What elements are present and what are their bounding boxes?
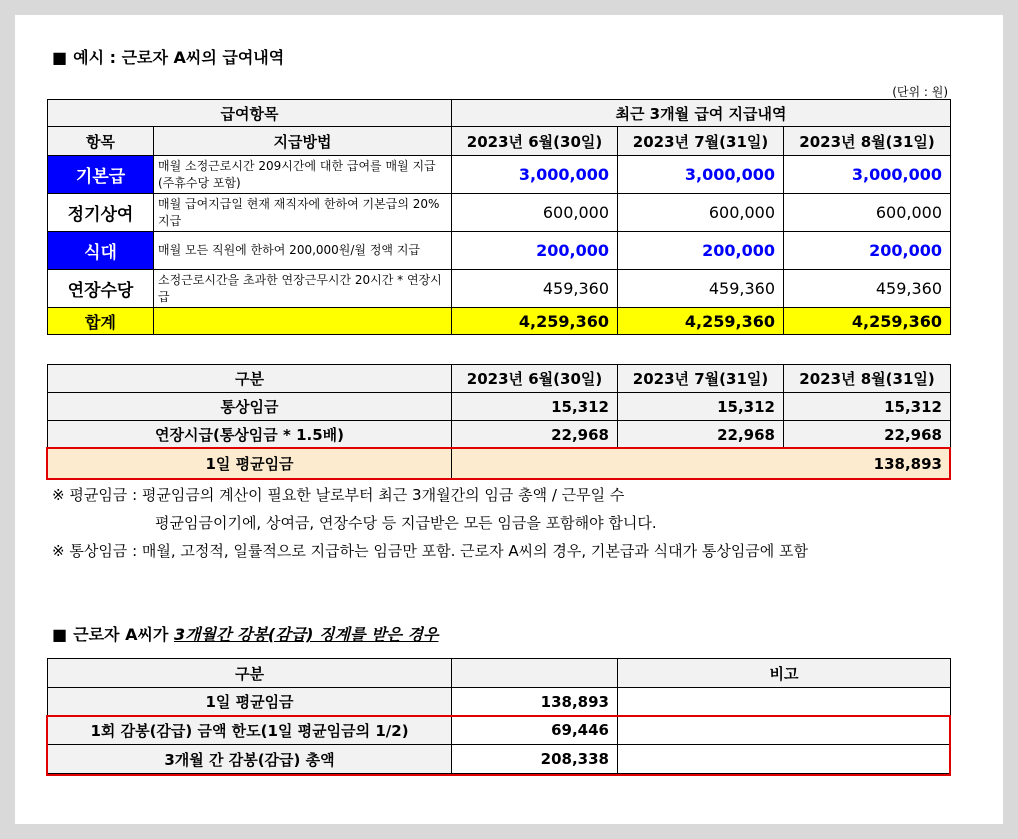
row-label: 3개월 간 감봉(감급) 총액 xyxy=(48,745,452,774)
section3-title-emphasis: 3개월간 강봉(감급) 징계를 받은 경우 xyxy=(173,625,439,644)
value-cell: 459,360 xyxy=(452,270,618,308)
row-label: 1일 평균임금 xyxy=(48,688,452,716)
salary-table-group-header xyxy=(48,100,951,127)
col-category-header: 구분 xyxy=(48,659,452,688)
table-row xyxy=(48,716,951,745)
method-cell: 소정근로시간을 초과한 연장근무시간 20시간 * 연장시급 xyxy=(154,270,452,308)
method-cell: 매월 소정근로시간 209시간에 대한 급여를 매월 지급(주휴수당 포함) xyxy=(154,156,452,194)
document-page xyxy=(15,15,1003,824)
value-cell: 459,360 xyxy=(784,270,951,308)
col-month-header: 2023년 8월(31일) xyxy=(784,127,951,156)
col-category-header: 구분 xyxy=(48,365,452,393)
unit-label: (단위 : 원) xyxy=(892,85,948,99)
value-cell: 200,000 xyxy=(618,232,784,270)
col-method-header: 지급방법 xyxy=(154,127,452,156)
method-cell: 매월 모든 직원에 한하여 200,000원/월 정액 지급 xyxy=(154,232,452,270)
table-row xyxy=(48,745,951,774)
value-cell: 22,968 xyxy=(618,421,784,449)
table-row xyxy=(48,393,951,421)
value-cell: 22,968 xyxy=(784,421,951,449)
wage-table xyxy=(47,364,951,479)
item-cell: 식대 xyxy=(48,232,154,270)
pay-cut-table-header xyxy=(48,659,951,688)
note-cell xyxy=(618,716,951,745)
group-left-header: 급여항목 xyxy=(48,100,452,127)
value-cell: 600,000 xyxy=(784,194,951,232)
value-cell: 15,312 xyxy=(784,393,951,421)
value-cell: 138,893 xyxy=(452,688,618,716)
table-row xyxy=(48,232,951,270)
col-month-header: 2023년 8월(31일) xyxy=(784,365,951,393)
section3-title-plain: 근로자 A씨가 xyxy=(73,625,169,644)
note-average-wage: ※ 평균임금 : 평균임금의 계산이 필요한 날로부터 최근 3개월간의 임금 총액 / 근무일 수 xyxy=(52,486,625,504)
col-value-header xyxy=(452,659,618,688)
row-label: 통상임금 xyxy=(48,393,452,421)
avg-wage-value: 138,893 xyxy=(452,449,951,479)
item-cell: 기본급 xyxy=(48,156,154,194)
note-cell xyxy=(618,745,951,774)
value-cell: 200,000 xyxy=(784,232,951,270)
method-cell: 매월 급여지급일 현재 재직자에 한하여 기본급의 20% 지급 xyxy=(154,194,452,232)
table-row xyxy=(48,194,951,232)
total-value: 4,259,360 xyxy=(784,308,951,335)
total-method-empty xyxy=(154,308,452,335)
square-marker-icon: ■ xyxy=(52,48,68,67)
col-item-header: 항목 xyxy=(48,127,154,156)
value-cell: 200,000 xyxy=(452,232,618,270)
row-label: 연장시급(통상임금 * 1.5배) xyxy=(48,421,452,449)
value-cell: 15,312 xyxy=(618,393,784,421)
col-month-header: 2023년 7월(31일) xyxy=(618,127,784,156)
value-cell: 3,000,000 xyxy=(452,156,618,194)
note-ordinary-wage: ※ 통상임금 : 매월, 고정적, 일률적으로 지급하는 임금만 포함. 근로자 A씨의 경우, 기본급과 식대가 통상임금에 포함 xyxy=(52,542,809,560)
note-cell xyxy=(618,688,951,716)
table-row xyxy=(48,688,951,716)
col-month-header: 2023년 6월(30일) xyxy=(452,365,618,393)
pay-cut-table xyxy=(47,658,951,774)
total-label: 합계 xyxy=(48,308,154,335)
item-cell: 정기상여 xyxy=(48,194,154,232)
table-row xyxy=(48,270,951,308)
item-cell: 연장수당 xyxy=(48,270,154,308)
col-note-header: 비고 xyxy=(618,659,951,688)
total-value: 4,259,360 xyxy=(618,308,784,335)
value-cell: 22,968 xyxy=(452,421,618,449)
value-cell: 3,000,000 xyxy=(618,156,784,194)
salary-table xyxy=(47,99,951,335)
value-cell: 459,360 xyxy=(618,270,784,308)
value-cell: 15,312 xyxy=(452,393,618,421)
value-cell: 69,446 xyxy=(452,716,618,745)
wage-table-header xyxy=(48,365,951,393)
total-value: 4,259,360 xyxy=(452,308,618,335)
table-row xyxy=(48,421,951,449)
section1-heading xyxy=(52,45,284,68)
row-label: 1회 감봉(감급) 금액 한도(1일 평균임금의 1/2) xyxy=(48,716,452,745)
value-cell: 600,000 xyxy=(618,194,784,232)
value-cell: 3,000,000 xyxy=(784,156,951,194)
value-cell: 600,000 xyxy=(452,194,618,232)
col-month-header: 2023년 6월(30일) xyxy=(452,127,618,156)
avg-wage-row xyxy=(48,449,951,479)
section1-title: 예시 : 근로자 A씨의 급여내역 xyxy=(73,48,285,67)
avg-wage-label: 1일 평균임금 xyxy=(48,449,452,479)
total-row xyxy=(48,308,951,335)
section3-heading xyxy=(52,622,438,645)
salary-table-column-header xyxy=(48,127,951,156)
note-average-wage-cont: 평균임금이기에, 상여금, 연장수당 등 지급받은 모든 임금을 포함해야 합니다. xyxy=(155,514,657,532)
value-cell: 208,338 xyxy=(452,745,618,774)
group-right-header: 최근 3개월 급여 지급내역 xyxy=(452,100,951,127)
col-month-header: 2023년 7월(31일) xyxy=(618,365,784,393)
table-row xyxy=(48,156,951,194)
square-marker-icon: ■ xyxy=(52,625,68,644)
